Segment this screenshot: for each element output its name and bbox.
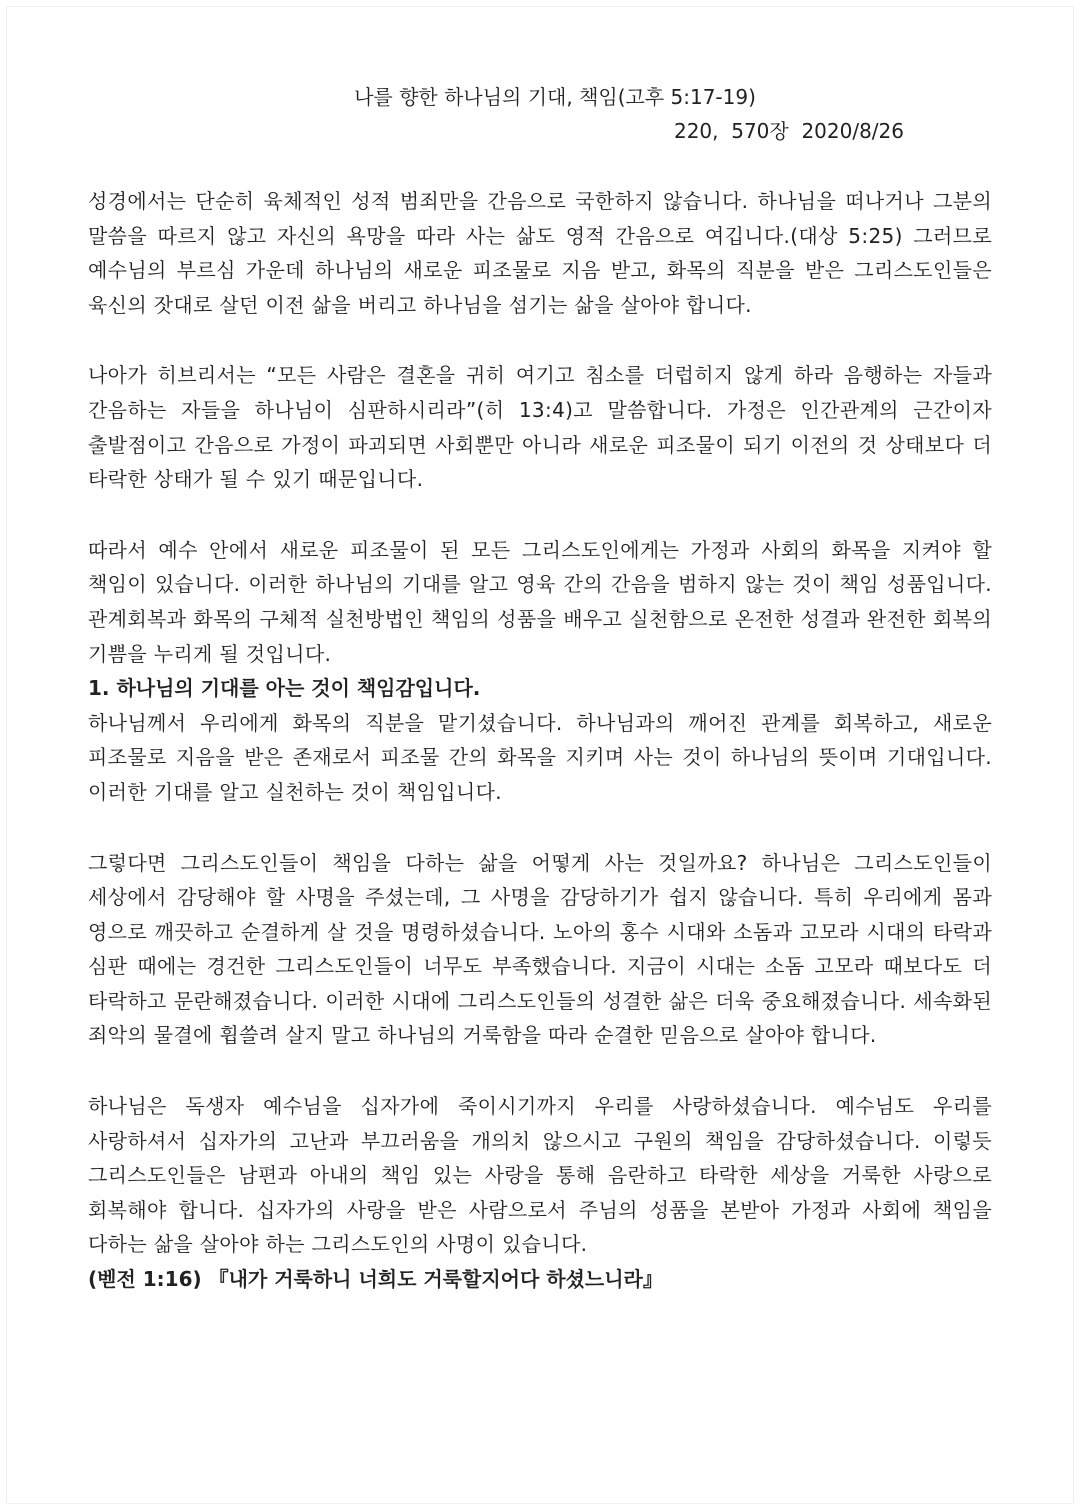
paragraph-1: 성경에서는 단순히 육체적인 성적 범죄만을 간음으로 국한하지 않습니다. 하나님을 떠나거나 그분의 말씀을 따르지 않고 자신의 욕망을 따라 사는 삶도 영적 간음으로 여깁니다.(대상 5:25) 그러므로 예수님의 부르심 가운데 하나님의 새로운 피조물로 지음 받고, 화목의 직분을 받은 그리스도인들은 육신의 잣대로 살던 이전 삶을 버리고 하나님을 섬기는 삶을 살아야 합니다. <box>88 189 992 317</box>
bible-verse: (벧전 1:16) 『내가 거룩하니 너희도 거룩할지어다 하셨느니라』 <box>88 1267 663 1292</box>
document-body <box>88 80 992 1297</box>
paragraph-3: 따라서 예수 안에서 새로운 피조물이 된 모든 그리스도인에게는 가정과 사회의 화목을 지켜야 할 책임이 있습니다. 이러한 하나님의 기대를 알고 영육 간의 간음을 범하지 않는 것이 책임 성품입니다. 관계회복과 화목의 구체적 실천방법인 책임의 성품을 배우고 실천함으로 온전한 성결과 완전한 회복의 기쁨을 누리게 될 것입니다. <box>88 537 992 666</box>
document-title: 나를 향한 하나님의 기대, 책임(고후 5:17-19) <box>354 85 756 109</box>
section-paragraph-2: 그렇다면 그리스도인들이 책임을 다하는 삶을 어떻게 사는 것일까요? 하나님은 그리스도인들이 세상에서 감당해야 할 사명을 주셨는데, 그 사명을 감당하기가 쉽지 않습니다. 특히 우리에게 몸과 영으로 깨끗하고 순결하게 살 것을 명령하셨습니다. 노아의 홍수 시대와 소돔과 고모라 시대의 타락과 심판 때에는 경건한 그리스도인들이 너무도 부족했습니다. 지금이 시대는 소돔 고모라 때보다도 더 타락하고 문란해졌습니다. 이러한 시대에 그리스도인들의 성결한 삶은 더욱 중요해졌습니다. 세속화된 죄악의 물결에 휩쓸려 살지 말고 하나님의 거룩함을 따라 순결한 믿음으로 살아야 합니다. <box>88 850 992 1048</box>
section-heading: 1. 하나님의 기대를 아는 것이 책임감입니다. <box>88 676 481 701</box>
paragraph-2: 나아가 히브리서는 “모든 사람은 결혼을 귀히 여기고 침소를 더럽히지 않게 하라 음행하는 자들과 간음하는 자들을 하나님이 심판하시리라”(히 13:4)고 말씀합니다. 가정은 인간관계의 근간이자 출발점이고 간음으로 가정이 파괴되면 사회뿐만 아니라 새로운 피조물이 되기 이전의 것 상태보다 더 타락한 상태가 될 수 있기 때문입니다. <box>88 363 992 492</box>
document-meta: 220, 570장 2020/8/26 <box>673 119 904 143</box>
section-paragraph-1: 하나님께서 우리에게 화목의 직분을 맡기셨습니다. 하나님과의 깨어진 관계를 회복하고, 새로운 피조물로 지음을 받은 존재로서 피조물 간의 화목을 지키며 사는 것이 하나님의 뜻이며 기대입니다. 이러한 기대를 알고 실천하는 것이 책임입니다. <box>88 710 992 804</box>
section-paragraph-3: 하나님은 독생자 예수님을 십자가에 죽이시기까지 우리를 사랑하셨습니다. 예수님도 우리를 사랑하셔서 십자가의 고난과 부끄러움을 개의치 않으시고 구원의 책임을 감당하셨습니다. 이렇듯 그리스도인들은 남편과 아내의 책임 있는 사랑을 통해 음란하고 타락한 세상을 거룩한 사랑으로 회복해야 합니다. 십자가의 사랑을 받은 사람으로서 주님의 성품을 본받아 가정과 사회에 책임을 다하는 삶을 살아야 하는 그리스도인의 사명이 있습니다. <box>88 1094 992 1257</box>
